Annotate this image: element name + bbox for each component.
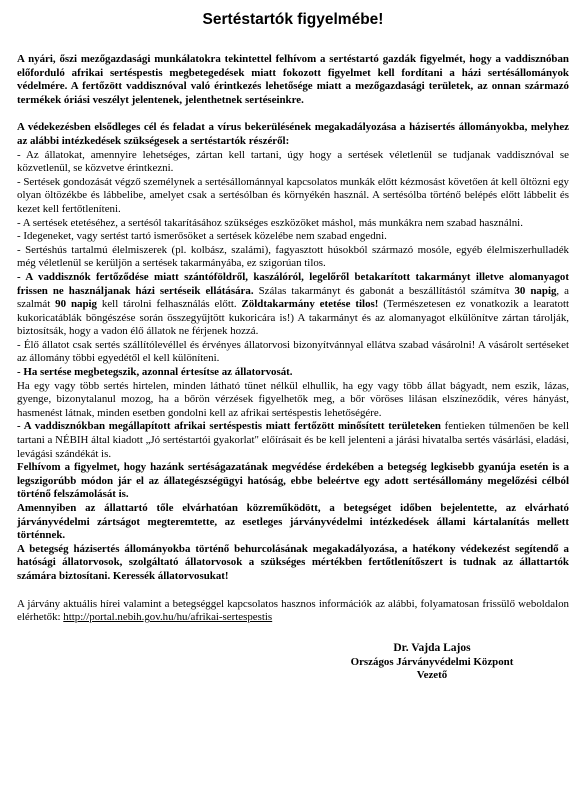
measure-item-infected-area: - A vaddisznókban megállapított afrikai sertéspestis miatt fertőzött minősített területeken fentieken túlmenően be kell tartani a NÉBIH által kiadott „Jó sertéstartói gyakorlat" előírásait és be kell jelenteni a járási hivatalba sertés vásárlási, eladási, levágási szándékát is. — [17, 420, 569, 460]
measure-item: - Élő állatot csak sertés szállítólevéllel és érvényes állatorvosi bizonyítvánnyal ellátva szabad vásárolni! A vásárolt sertéseket az állomány többi egyedétől el kell különíteni. — [17, 338, 569, 365]
straw-period: 90 napig — [55, 298, 97, 311]
feed-warning: - A vaddisznók fertőződése miatt szántóföldről, kaszálóról, legelőről betakarított takarmányt illetve alomanyagot frissen ne használjanak házi sertéseik ellátására. — [17, 270, 569, 297]
call-paragraph: Felhívom a figyelmet, hogy hazánk sertéságazatának megvédése érdekében a betegség legkisebb gyanúja esetén is a legszigorúbb módon jár el az állategészségügyi hatóság, ebbe beleértve egy adott sertésállomány megelőzési célból történő felszámolását is. — [17, 461, 569, 501]
measures-intro: A védekezésben elsődleges cél és feladat a vírus bekerülésének megakadályozása a házisertés állományokba, melyhez az alábbi intézkedések szükségesek a sertéstartók részéről: — [17, 121, 569, 147]
measure-item: - A sertések etetéséhez, a sertésól takarításához szükséges eszközöket máshol, más munkákra nem szabad használni. — [17, 216, 523, 229]
footer-paragraph: A járvány aktuális hírei valamint a betegséggel kapcsolatos hasznos információk az alábbi, folyamatosan frissülő weboldalon elérhetők: http://portal.nebih.gov.hu/hu/afrikai-sertespestis — [17, 597, 569, 624]
call-paragraph: Amennyiben az állattartó tőle elvárhatóan közreműködött, a betegséget időben bejelentette, az elvárható járványvédelmi zártságot megteremtette, az esetleges járványvédelmi intézkedések állami kártalanítás mellett történnek. — [17, 502, 569, 542]
measure-item: - Az állatokat, amennyire lehetséges, zártan kell tartani, úgy hogy a sertések véletlenül se tudjanak vaddisznóval se közvetlenül, se közvetve érintkezni. — [17, 148, 569, 175]
signature-role: Vezető — [416, 669, 448, 682]
measure-item-feed: - A vaddisznók fertőződése miatt szántóföldről, kaszálóról, legelőről betakarított takarmányt illetve alomanyagot frissen ne használjanak házi sertéseik ellátására. Szálas takarmányt és gabonát a beszállítástól számítva 30 napig, a szalmát 90 napig kell tárolni felhasználás előtt. Zöldtakarmány etetése tilos! (Természetesen ez vonatkozik a learatott kukoricatáblák böngészése során összegyűjtött kukoricára is!) A takarmányt és az alomanyagot elkülönítve zártan tárolják, biztosítsák, hogy a vadon élő állatok ne férjenek hozzá. — [17, 270, 569, 338]
signature-name: Dr. Vajda Lajos — [393, 641, 471, 654]
nebih-link[interactable]: http://portal.nebih.gov.hu/hu/afrikai-sertespestis — [63, 611, 273, 624]
measure-item-notify: - Ha sertése megbetegszik, azonnal értesítse az állatorvosát. — [17, 366, 293, 379]
signature-org: Országos Járványvédelmi Központ — [350, 655, 514, 668]
intro-paragraph: A nyári, őszi mezőgazdasági munkálatokra tekintettel felhívom a sertéstartó gazdák figyelmét, hogy a vaddisznóban előforduló afrikai sertéspestis megbetegedések miatt fokozott figyelmet kell fordítani a házi sertésállományok védelmére. A fertőzött vaddisznóval való érintkezés lehetősége miatt a mezőgazdasági területek, az onnan származó termékek óriási veszélyt jelentenek, jelenthetnek sertéseinkre. — [17, 53, 569, 106]
page-title: Sertéstartók figyelmébe! — [202, 11, 384, 28]
green-fodder-ban: Zöldtakarmány etetése tilos! — [241, 298, 379, 311]
measure-item: - Idegeneket, vagy sertést tartó ismerősöket a sertések közelébe nem szabad engedni. — [17, 230, 387, 243]
measure-item: - Sertések gondozását végző személynek a sertésállománnyal kapcsolatos munkák előtt kézmosást követően át kell öltözni egy olyan öltözékbe és lábbelibe, amelyet csak a sertésólban és környékén használ. A sertésólba történő belépés előtt lábbelit és kezet kell fertőtleníteni. — [17, 175, 569, 215]
symptoms-paragraph: Ha egy vagy több sertés hirtelen, minden látható tünet nélkül elhullik, ha egy vagy több állat bágyadt, nem eszik, lázas, gyenge, bizonytalanul mozog, ha a bőrön vérzések figyelhetők meg, a bőr vöröses lilásan elszíneződik, véres hányást, hasmenést látnak, minden esetben gondolni kell az afrikai sertéspestis lehetőségére. — [17, 379, 569, 419]
signature-block — [297, 641, 567, 683]
hay-period: 30 napig — [514, 284, 557, 297]
measure-item: - Sertéshús tartalmú élelmiszerek (pl. kolbász, szalámi), fagyasztott húsokból származó mosóle, egyéb élelmiszerhulladék még véletlenül se kerüljön a sertések takarmányába, ez szigorúan tilos. — [17, 243, 569, 270]
call-paragraph: A betegség házisertés állományokba történő behurcolásának megakadályozása, a hatékony védekezést segítendő a hatósági állatorvosok, szolgáltató állatorvosok a szükséges mértékben fertőtlenítőszert is tudnak az állattartók számára biztosítani. Keressék állatorvosukat! — [17, 542, 569, 582]
